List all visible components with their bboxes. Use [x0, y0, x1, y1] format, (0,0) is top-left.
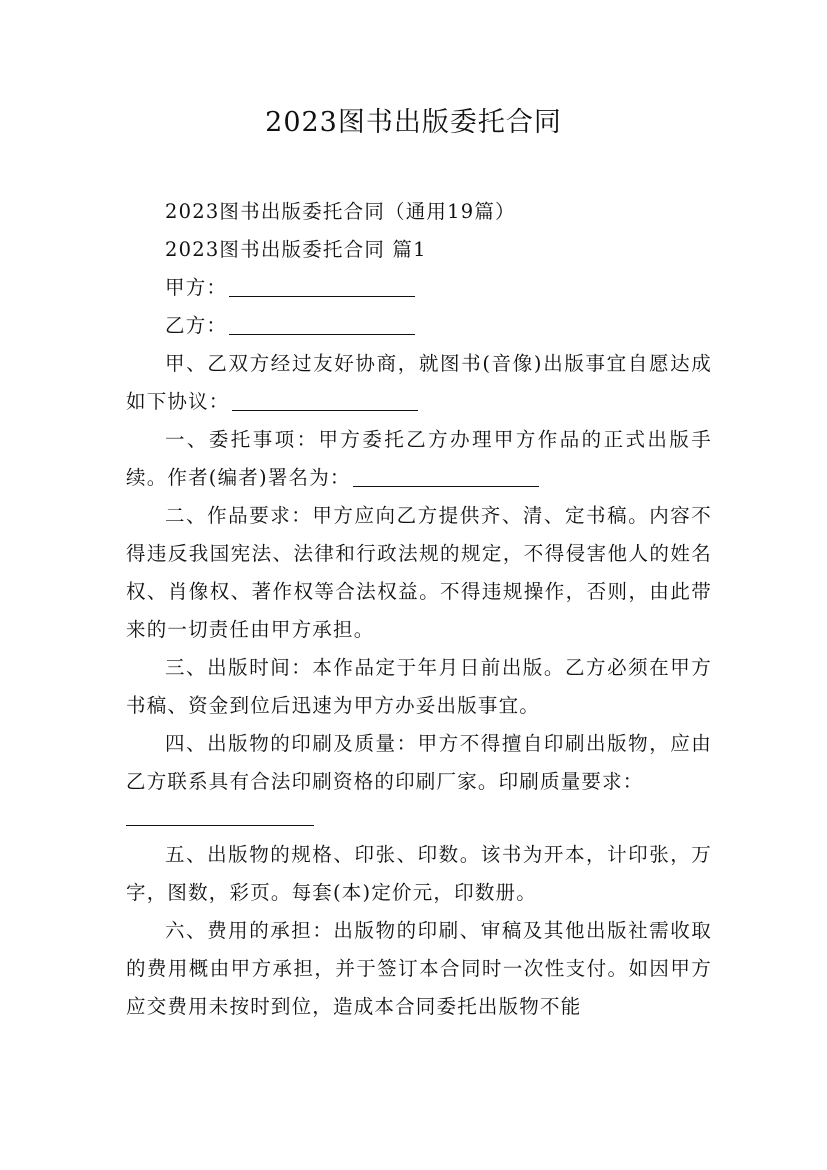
party-b-label: 乙方：: [165, 314, 228, 337]
document-subtitle: 2023图书出版委托合同（通用19篇）: [165, 200, 516, 223]
clause-2-paragraph: 二、作品要求：甲方应向乙方提供齐、清、定书稿。内容不得违反我国宪法、法律和行政法规的规定，不得侵害他人的姓名权、肖像权、著作权等合法权益。不得违规操作，否则，由此带来的一切责任由甲方承担。: [126, 504, 712, 641]
section-heading: 2023图书出版委托合同 篇1: [165, 238, 427, 261]
author-name-blank: [353, 467, 539, 488]
print-quality-blank: [126, 801, 314, 826]
party-a-label: 甲方：: [165, 276, 228, 299]
intro-blank: [232, 391, 418, 412]
clause-4-paragraph: 四、出版物的印刷及质量：甲方不得擅自印刷出版物，应由乙方联系具有合法印刷资格的印刷厂家。印刷质量要求：: [126, 732, 712, 793]
document-title: 2023图书出版委托合同: [265, 107, 562, 138]
document-body: [126, 193, 712, 1026]
clause-1-paragraph: [126, 421, 712, 497]
party-b-line: [126, 307, 712, 345]
intro-text: 甲、乙双方经过友好协商，就图书(音像)出版事宜自愿达成如下协议：: [126, 352, 712, 413]
party-a-blank: [229, 277, 415, 298]
party-b-blank: [229, 315, 415, 336]
intro-paragraph: [126, 345, 712, 421]
party-a-line: [126, 269, 712, 307]
clause-6-paragraph: 六、费用的承担：出版物的印刷、审稿及其他出版社需收取的费用概由甲方承担，并于签订本合同时一次性支付。如因甲方应交费用未按时到位，造成本合同委托出版物不能: [126, 919, 712, 1018]
clause-5-paragraph: 五、出版物的规格、印张、印数。该书为开本，计印张，万字，图数，彩页。每套(本)定价元，印数册。: [126, 843, 712, 904]
clause-3-paragraph: 三、出版时间：本作品定于年月日前出版。乙方必须在甲方书稿、资金到位后迅速为甲方办妥出版事宜。: [126, 656, 712, 717]
clause-1-text: 一、委托事项：甲方委托乙方办理甲方作品的正式出版手续。作者(编者)署名为：: [126, 428, 712, 489]
